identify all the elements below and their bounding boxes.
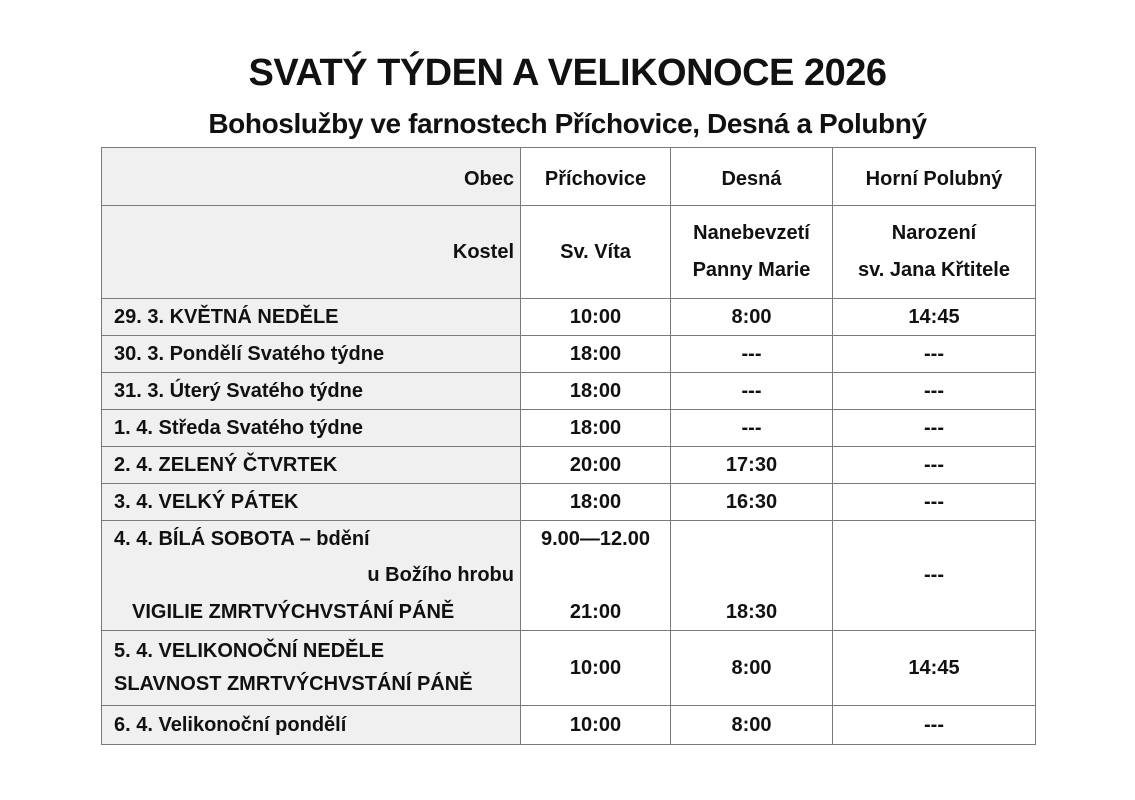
village-name: Horní Polubný — [865, 168, 1003, 190]
page-title: SVATÝ TÝDEN A VELIKONOCE 2026 — [248, 52, 887, 94]
table-row-holy-saturday — [102, 521, 1036, 631]
header-row-village — [102, 148, 1036, 206]
time-prichovice: 10:00 — [521, 299, 671, 336]
church-name-line: Sv. Víta — [560, 240, 631, 263]
table-row — [102, 447, 1036, 484]
table-row — [102, 484, 1036, 521]
time-prichovice: 18:00 — [521, 373, 671, 410]
church-name-line: sv. Jana Křtitele — [858, 259, 1010, 281]
time-prichovice — [521, 521, 671, 631]
day-label-easter-sunday — [102, 631, 521, 706]
time-polubny: --- — [833, 706, 1036, 745]
header-cell-kostel — [102, 206, 521, 299]
church-name-line: Narození — [891, 222, 977, 244]
day-label: 30. 3. Pondělí Svatého týdne — [102, 336, 521, 373]
time-prichovice: 10:00 — [521, 631, 671, 706]
time-desna: 8:00 — [671, 299, 833, 336]
day-label: 6. 4. Velikonoční pondělí — [102, 706, 521, 745]
time-desna — [671, 521, 833, 631]
page-subtitle: Bohoslužby ve farnostech Příchovice, Desná a Polubný — [208, 108, 927, 139]
church-name-line: Panny Marie — [692, 259, 811, 281]
time-polubny: 14:45 — [833, 631, 1036, 706]
day-label: 31. 3. Úterý Svatého týdne — [102, 373, 521, 410]
obec-label: Obec — [463, 168, 514, 190]
time-desna: 8:00 — [671, 706, 833, 745]
schedule-table — [101, 147, 1036, 745]
mass-time: 21:00 — [569, 601, 622, 623]
day-label-holy-saturday — [102, 521, 521, 631]
table-row-easter-sunday — [102, 631, 1036, 706]
time-polubny: 14:45 — [833, 299, 1036, 336]
time-polubny: --- — [833, 410, 1036, 447]
time-polubny: --- — [833, 373, 1036, 410]
table-row — [102, 336, 1036, 373]
church-cell-prichovice — [521, 206, 671, 299]
day-label: 1. 4. Středa Svatého týdne — [102, 410, 521, 447]
church-cell-polubny — [833, 206, 1036, 299]
day-label-line: 5. 4. VELIKONOČNÍ NEDĚLE — [114, 640, 385, 662]
time-prichovice: 18:00 — [521, 336, 671, 373]
table-row — [102, 373, 1036, 410]
day-label-line: 4. 4. BÍLÁ SOBOTA – bdění — [114, 528, 370, 550]
vigil-time: 9.00—12.00 — [541, 528, 650, 550]
kostel-label: Kostel — [452, 240, 514, 263]
day-label: 2. 4. ZELENÝ ČTVRTEK — [102, 447, 521, 484]
church-cell-desna — [671, 206, 833, 299]
time-polubny: --- — [833, 336, 1036, 373]
time-polubny: --- — [833, 447, 1036, 484]
time-desna: --- — [671, 373, 833, 410]
village-name: Desná — [721, 168, 782, 190]
mass-time: 18:30 — [725, 601, 778, 623]
table-row — [102, 410, 1036, 447]
time-polubny: --- — [833, 521, 1036, 631]
header-cell-obec — [102, 148, 521, 206]
header-cell-polubny — [833, 148, 1036, 206]
time-polubny: --- — [833, 484, 1036, 521]
village-name: Příchovice — [544, 168, 647, 190]
day-label-line: u Božího hrobu — [367, 564, 514, 586]
time-prichovice: 20:00 — [521, 447, 671, 484]
church-name-line: Nanebevzetí — [693, 222, 810, 244]
day-label: 29. 3. KVĚTNÁ NEDĚLE — [102, 299, 521, 336]
header-cell-prichovice — [521, 148, 671, 206]
header-cell-desna — [671, 148, 833, 206]
table-row — [102, 299, 1036, 336]
day-label-line: VIGILIE ZMRTVÝCHVSTÁNÍ PÁNĚ — [132, 601, 455, 623]
time-prichovice: 18:00 — [521, 484, 671, 521]
day-label: 3. 4. VELKÝ PÁTEK — [102, 484, 521, 521]
time-desna: 16:30 — [671, 484, 833, 521]
time-desna: --- — [671, 336, 833, 373]
header-row-church — [102, 206, 1036, 299]
time-desna: --- — [671, 410, 833, 447]
time-desna: 17:30 — [671, 447, 833, 484]
time-prichovice: 10:00 — [521, 706, 671, 745]
table-row-easter-monday — [102, 706, 1036, 745]
time-prichovice: 18:00 — [521, 410, 671, 447]
day-label-line: SLAVNOST ZMRTVÝCHVSTÁNÍ PÁNĚ — [114, 673, 473, 695]
time-desna: 8:00 — [671, 631, 833, 706]
